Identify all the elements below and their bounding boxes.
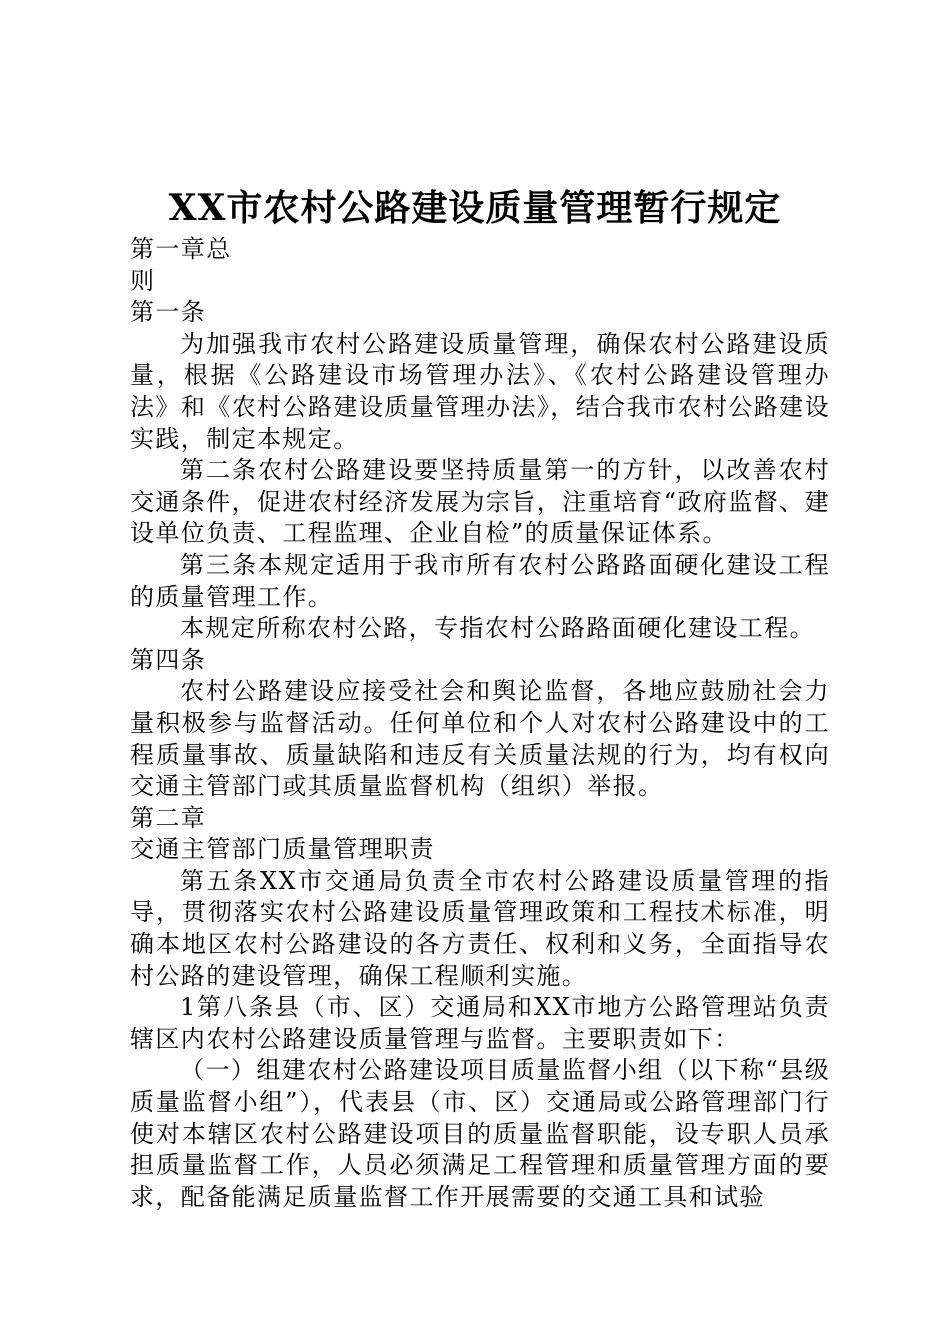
chapter-heading: 第一章总 <box>130 235 232 263</box>
chapter-subtitle: 交通主管部门质量管理职责 <box>130 835 435 864</box>
paragraph: 第五条XX市交通局负责全市农村公路建设质量管理的指导，贯彻落实农村公路建设质量管理政策和工程技术标准，明确本地区农村公路建设的各方责任、权利和义务，全面指导农村公路的建设管理，确保工程顺利实施。 <box>130 866 830 990</box>
document-body <box>130 234 830 1213</box>
article-heading: 第四条 <box>130 645 207 674</box>
paragraph: 1第八条县（市、区）交通局和XX市地方公路管理站负责辖区内农村公路建设质量管理与监督。主要职责如下： <box>130 993 830 1053</box>
paragraph: 农村公路建设应接受社会和舆论监督，各地应鼓励社会力量积极参与监督活动。任何单位和个人对农村公路建设中的工程质量事故、质量缺陷和违反有关质量法规的行为，均有权向交通主管部门或其质量监督机构（组织）举报。 <box>130 677 830 801</box>
chapter-heading-continued: 则 <box>130 266 156 295</box>
paragraph: 第二条农村公路建设要坚持质量第一的方针，以改善农村交通条件，促进农村经济发展为宗旨，注重培育“政府监督、建设单位负责、工程监理、企业自检”的质量保证体系。 <box>130 456 830 548</box>
paragraph: 为加强我市农村公路建设质量管理，确保农村公路建设质量，根据《公路建设市场管理办法》、《农村公路建设管理办法》和《农村公路建设质量管理办法》，结合我市农村公路建设实践，制定本规定。 <box>130 329 830 453</box>
chapter-heading: 第二章 <box>130 803 207 832</box>
paragraph: （一）组建农村公路建设项目质量监督小组（以下称“县级质量监督小组”），代表县（市、区）交通局或公路管理部门行使对本辖区农村公路建设项目的质量监督职能，设专职人员承担质量监督工作，人员必须满足工程管理和质量管理方面的要求，配备能满足质量监督工作开展需要的交通工具和试验 <box>130 1056 830 1211</box>
paragraph: 本规定所称农村公路，专指农村公路路面硬化建设工程。 <box>180 614 815 643</box>
document-title: XX市农村公路建设质量管理暂行规定 <box>168 187 782 229</box>
paragraph: 第三条本规定适用于我市所有农村公路路面硬化建设工程的质量管理工作。 <box>130 550 830 611</box>
article-heading: 第一条 <box>130 298 207 327</box>
